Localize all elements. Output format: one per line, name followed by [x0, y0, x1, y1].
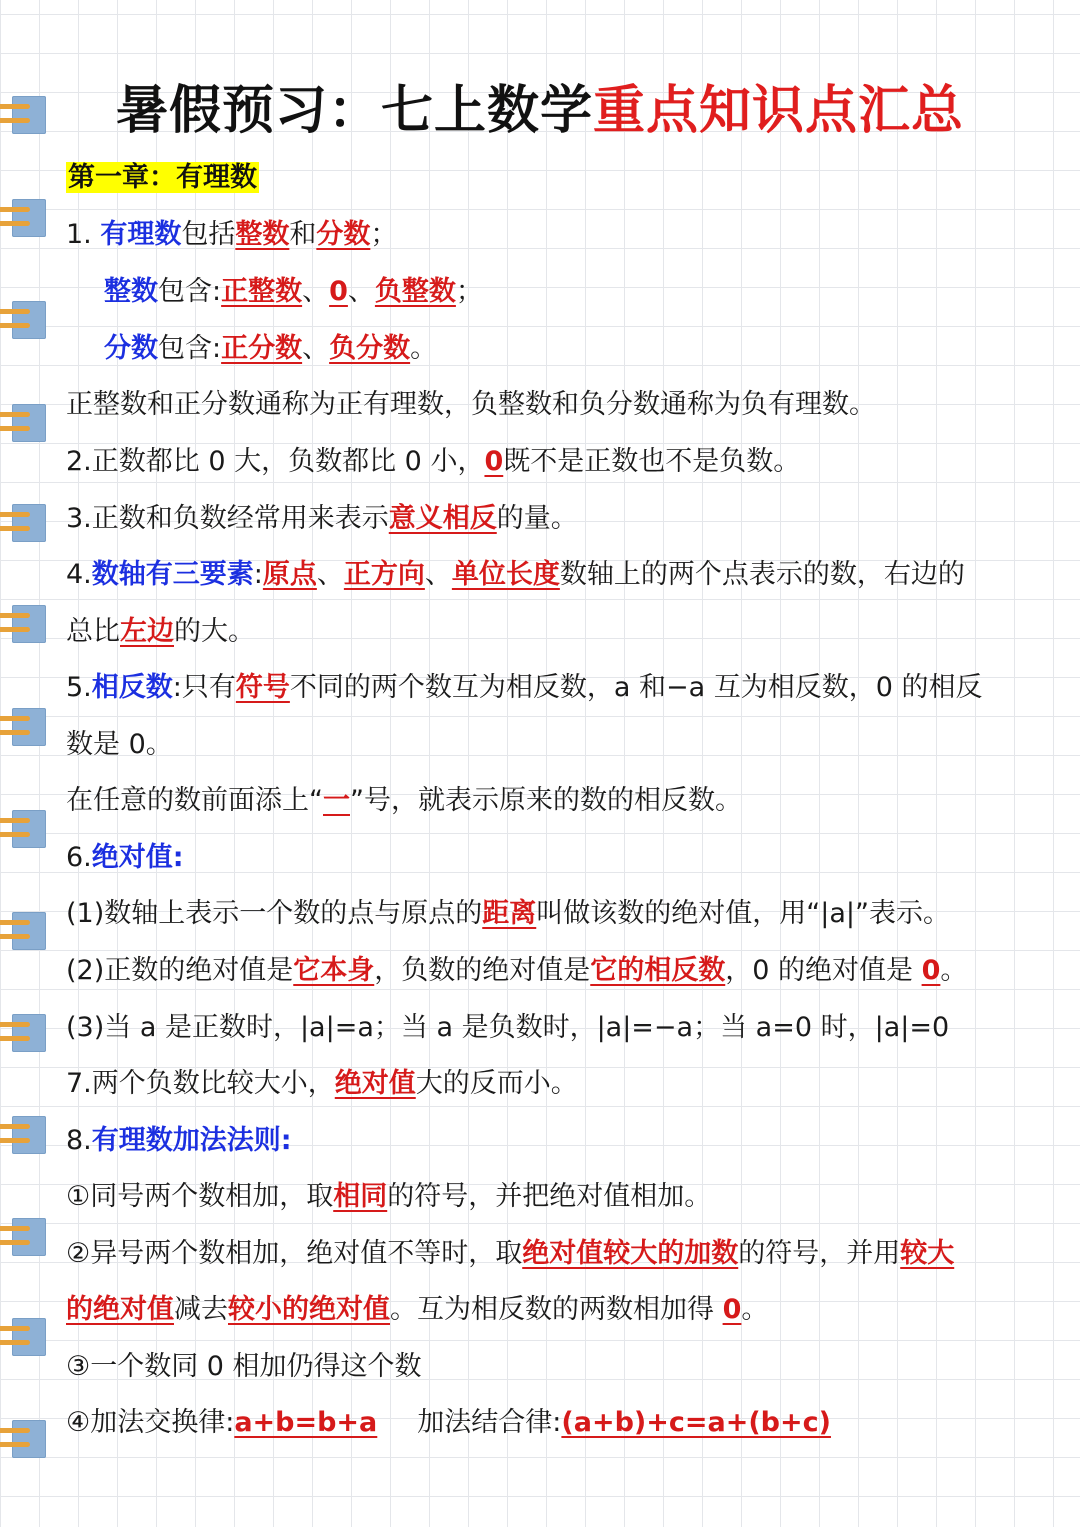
text-segment: ②异号两个数相加，绝对值不等时，取 [66, 1238, 523, 1269]
key-term: 左边 [120, 616, 174, 647]
text-segment: ③一个数同 0 相加仍得这个数 [66, 1351, 422, 1382]
text-line [66, 499, 1024, 539]
concept-term: 相反数 [91, 672, 173, 703]
text-segment: :只有 [172, 672, 236, 703]
key-term: 负分数 [329, 333, 411, 364]
key-term: 正方向 [343, 559, 425, 590]
text-line [66, 1347, 1024, 1387]
text-segment: 减去 [174, 1294, 228, 1325]
binder-ring-icon [0, 1420, 50, 1460]
text-line [104, 329, 1024, 369]
text-line [66, 612, 1024, 652]
text-segment: 。 [940, 955, 968, 986]
text-segment: 和 [289, 219, 317, 250]
key-term: 较大 [900, 1238, 955, 1269]
key-term: 整数 [235, 219, 290, 250]
binder-ring-icon [0, 810, 50, 850]
text-line [66, 781, 1024, 821]
title-highlight: 重点知识点汇总 [593, 80, 965, 141]
text-segment: 不同的两个数互为相反数，a 和−a 互为相反数，0 的相反 [289, 672, 983, 703]
text-line [66, 1064, 1024, 1104]
text-line [66, 1403, 1024, 1443]
concept-term: 有理数加法法则: [91, 1125, 292, 1156]
text-line [66, 725, 1024, 765]
concept-term: 分数 [104, 333, 158, 364]
key-term: 0 [921, 955, 941, 986]
text-line [66, 894, 1024, 934]
key-term: 它的相反数 [590, 955, 726, 986]
text-segment: 的大。 [174, 616, 255, 647]
binder-ring-icon [0, 1218, 50, 1258]
text-line [66, 838, 1024, 878]
key-term: 的绝对值 [66, 1294, 174, 1325]
text-segment: 加法结合律: [417, 1407, 562, 1438]
text-segment: 。 [410, 333, 438, 364]
text-segment: ①同号两个数相加，取 [66, 1181, 334, 1212]
text-line [66, 442, 1024, 482]
key-term: 0 [484, 446, 504, 477]
text-segment: 总比 [66, 616, 120, 647]
title-main: 暑假预习：七上数学 [115, 80, 593, 141]
key-term: 正整数 [221, 276, 303, 307]
binder-ring-icon [0, 912, 50, 952]
binder-ring-icon [0, 1116, 50, 1156]
text-line [66, 668, 1024, 708]
text-segment: 、 [316, 559, 344, 590]
text-segment: 、 [424, 559, 452, 590]
key-term: 0 [722, 1294, 742, 1325]
text-line [66, 555, 1024, 595]
text-segment: (2)正数的绝对值是 [66, 955, 294, 986]
text-segment: 3.正数和负数经常用来表示 [66, 503, 389, 534]
key-term: 符号 [235, 672, 290, 703]
text-segment: 大的反而小。 [415, 1068, 578, 1099]
text-segment: (3)当 a 是正数时，|a|=a；当 a 是负数时，|a|=−a；当 a=0 时，|a|=0 [66, 1012, 950, 1043]
text-line [66, 1008, 1024, 1048]
text-segment: 。 [741, 1294, 769, 1325]
binder-ring-icon [0, 404, 50, 444]
key-term: 分数 [316, 219, 371, 250]
binder-ring-icon [0, 301, 50, 341]
key-term: 它本身 [293, 955, 375, 986]
concept-term: 有理数 [100, 219, 182, 250]
text-segment: 、 [347, 276, 375, 307]
text-segment: 4. [66, 559, 92, 590]
text-segment: 5. [66, 672, 92, 703]
binder-ring-icon [0, 199, 50, 239]
text-segment: 的符号，并用 [738, 1238, 901, 1269]
text-segment: 数是 0。 [66, 729, 173, 760]
key-term: 单位长度 [451, 559, 560, 590]
text-segment: 包括 [181, 219, 236, 250]
key-term: 相同 [333, 1181, 388, 1212]
key-term: 负整数 [374, 276, 456, 307]
text-segment: 8. [66, 1125, 92, 1156]
binder-ring-icon [0, 708, 50, 748]
concept-term: 数轴有三要素 [91, 559, 254, 590]
text-line [104, 272, 1024, 312]
page-title [0, 76, 1080, 146]
chapter-heading: 第一章：有理数 [68, 162, 257, 193]
text-segment: 的符号，并把绝对值相加。 [387, 1181, 712, 1212]
text-line [66, 215, 1024, 255]
key-term: 一 [323, 785, 350, 816]
text-segment: ，负数的绝对值是 [374, 955, 591, 986]
text-segment: 7.两个负数比较大小， [66, 1068, 335, 1099]
key-term: a+b=b+a [234, 1407, 378, 1438]
text-line [66, 951, 1024, 991]
text-segment: ④加法交换律: [66, 1407, 235, 1438]
text-line [66, 1290, 1024, 1330]
text-segment: 2.正数都比 0 大，负数都比 0 小， [66, 446, 485, 477]
key-term: 0 [329, 276, 348, 307]
key-term: 正分数 [221, 333, 303, 364]
key-term: 原点 [262, 559, 317, 590]
key-term: 距离 [482, 898, 537, 929]
text-segment: (1)数轴上表示一个数的点与原点的 [66, 898, 483, 929]
text-segment: ； [455, 276, 483, 307]
text-segment: 既不是正数也不是负数。 [503, 446, 801, 477]
text-line [66, 1121, 1024, 1161]
text-segment: 6. [66, 842, 92, 873]
text-segment: 叫做该数的绝对值，用“|a|”表示。 [536, 898, 950, 929]
chapter-heading-line [66, 158, 1024, 198]
text-segment: 正整数和正分数通称为正有理数，负整数和负分数通称为负有理数。 [66, 389, 876, 420]
text-segment: : [253, 559, 263, 590]
text-segment: 包含: [158, 276, 222, 307]
key-term: 较小的绝对值 [228, 1294, 390, 1325]
concept-term: 绝对值: [91, 842, 184, 873]
text-segment: 。互为相反数的两数相加得 [390, 1294, 723, 1325]
text-line [66, 1234, 1024, 1274]
binder-ring-icon [0, 605, 50, 645]
key-term: (a+b)+c=a+(b+c) [561, 1407, 831, 1438]
text-line [66, 385, 1024, 425]
binder-ring-icon [0, 1318, 50, 1358]
key-term: 绝对值较大的加数 [522, 1238, 739, 1269]
text-segment: 1. [66, 219, 101, 250]
text-segment: 、 [302, 333, 330, 364]
text-segment: 数轴上的两个点表示的数，右边的 [559, 559, 965, 590]
key-term: 绝对值 [334, 1068, 416, 1099]
text-segment: ，0 的绝对值是 [725, 955, 922, 986]
text-segment: 包含: [158, 333, 222, 364]
binder-ring-icon [0, 1014, 50, 1054]
text-segment: 的量。 [496, 503, 578, 534]
text-line [66, 1177, 1024, 1217]
text-segment: ； [370, 219, 398, 250]
binder-ring-icon [0, 504, 50, 544]
key-term: 意义相反 [388, 503, 497, 534]
text-segment: 、 [302, 276, 330, 307]
concept-term: 整数 [104, 276, 158, 307]
text-segment: 在任意的数前面添上“ [66, 785, 323, 816]
text-segment: ”号，就表示原来的数的相反数。 [350, 785, 742, 816]
